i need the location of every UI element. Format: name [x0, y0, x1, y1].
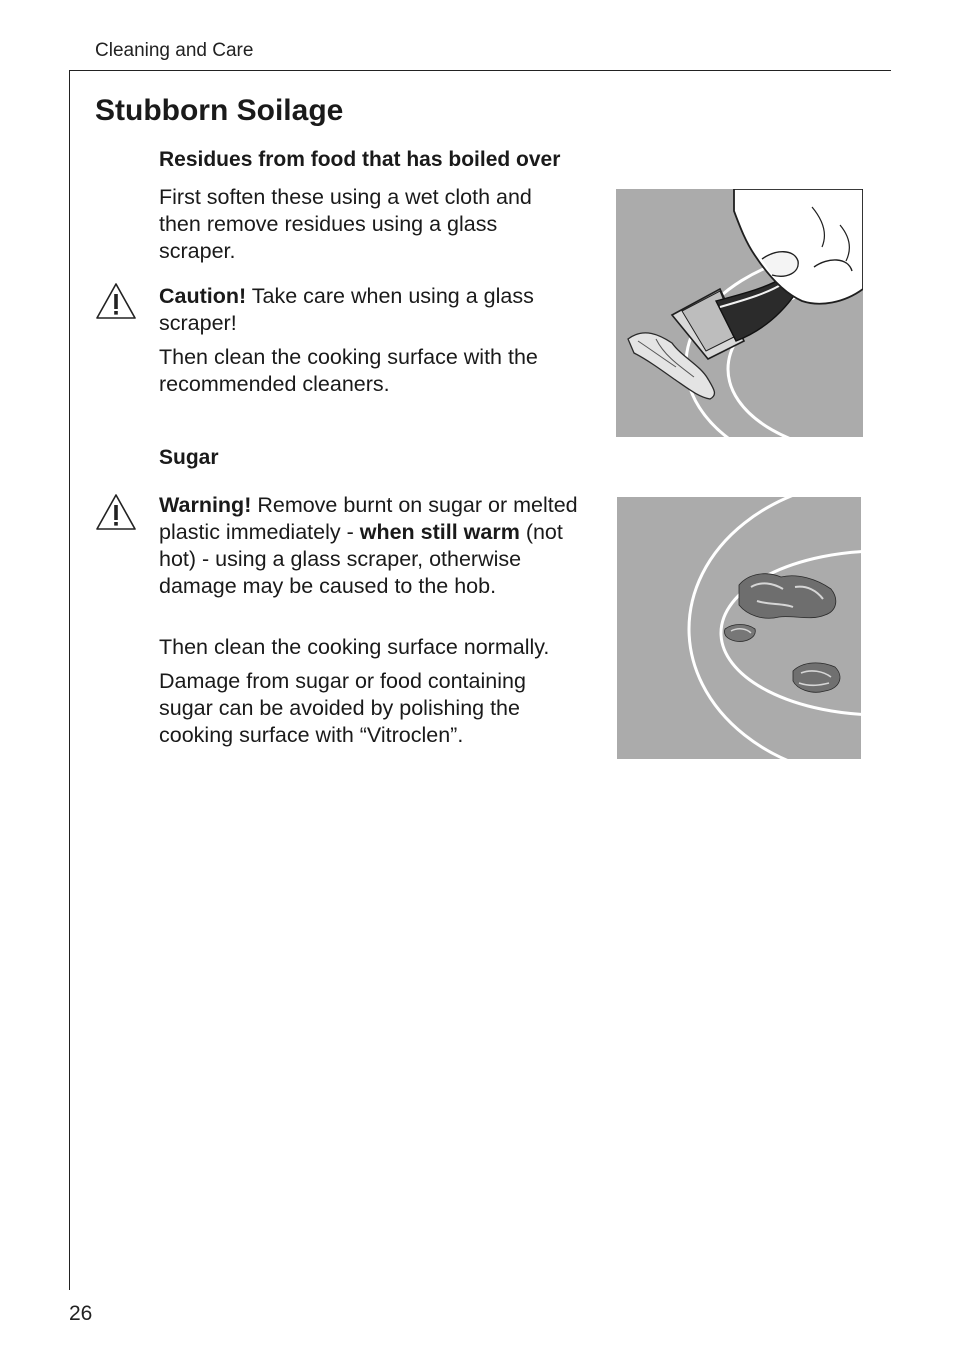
warning-text-continued: (not hot) - using a glass scraper, otherwise damage may be caused to the hob. — [159, 520, 563, 598]
sugar-followup: Then clean the cooking surface normally. — [159, 635, 550, 659]
caution-paragraph — [159, 283, 579, 337]
caution-text: Take care when using a glass scraper! — [159, 284, 534, 335]
warning-emphasis: when still warm — [359, 520, 520, 544]
sugar-residue-illustration — [617, 497, 861, 759]
boiled-over-intro: First soften these using a wet cloth and then remove residues using a glass scraper. — [159, 185, 532, 263]
warning-triangle-icon — [95, 493, 137, 531]
warning-text: Remove burnt on sugar or melted plastic immediately - — [159, 493, 578, 544]
sugar-prevention: Damage from sugar or food containing sugar can be avoided by polishing the cooking surface with “Vitroclen”. — [159, 669, 526, 747]
margin-rule — [69, 70, 70, 1290]
glass-scraper-illustration — [616, 189, 863, 437]
page-number: 26 — [69, 1302, 93, 1325]
boiled-over-followup: Then clean the cooking surface with the recommended cleaners. — [159, 345, 538, 396]
running-head: Cleaning and Care — [95, 40, 254, 61]
warning-triangle-icon — [95, 282, 137, 320]
warning-label: Warning! — [159, 493, 252, 517]
warning-paragraph — [159, 492, 579, 600]
page-title: Stubborn Soilage — [95, 94, 344, 127]
section-heading-boiled-over: Residues from food that has boiled over — [159, 148, 561, 171]
caution-label: Caution! — [159, 284, 247, 308]
header-rule — [69, 70, 891, 71]
section-heading-sugar: Sugar — [159, 446, 219, 469]
